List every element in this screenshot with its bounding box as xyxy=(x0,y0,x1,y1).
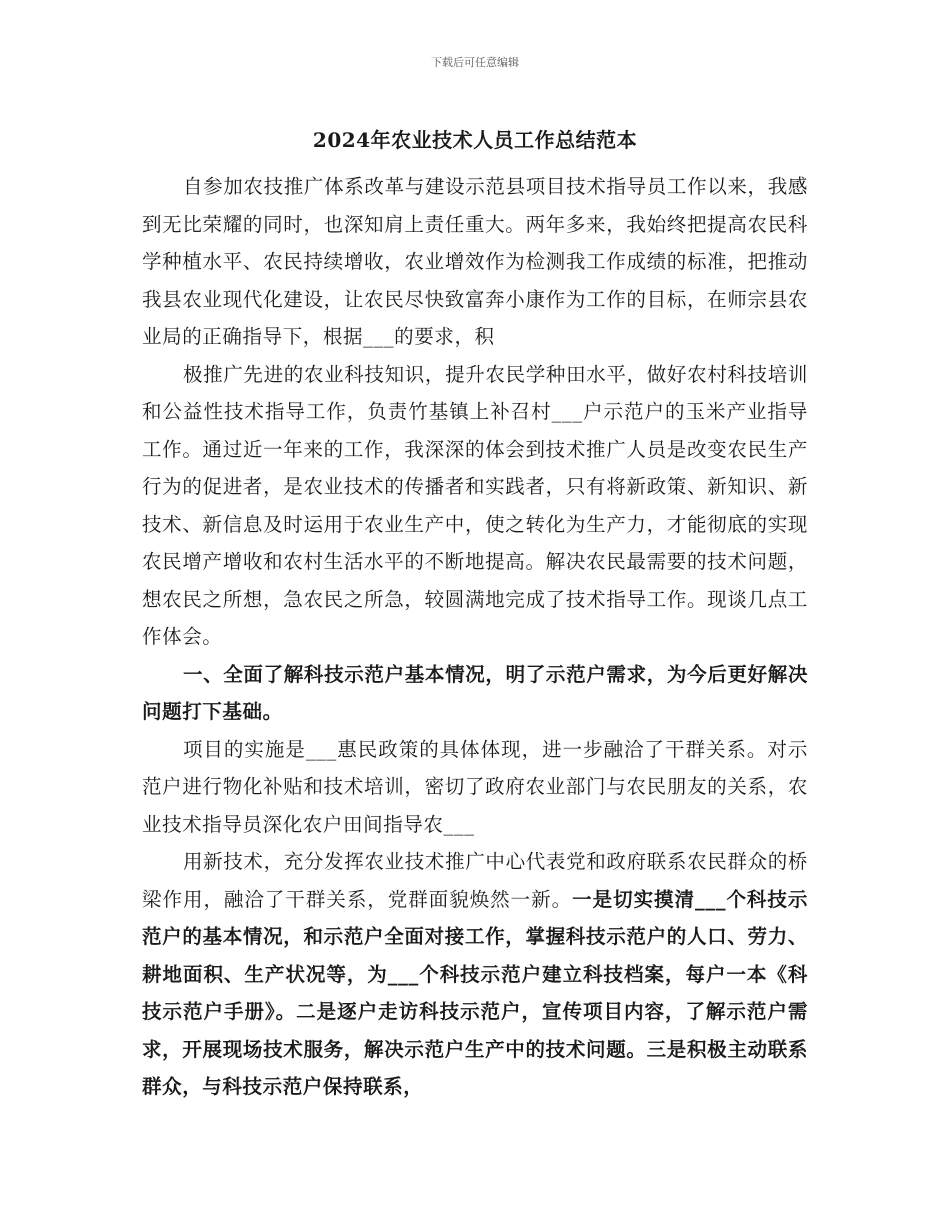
body-paragraph-2: 极推广先进的农业科技知识，提升农民学种田水平，做好农村科技培训和公益性技术指导工作，负责竹基镇上补召村___户示范户的玉米产业指导工作。通过近一年来的工作，我深深的体会到技术推广人员是改变农民生产行为的促进者，是农业技术的传播者和实践者，只有将新政策、新知识、新技术、新信息及时运用于农业生产中，使之转化为生产力，才能彻底的实现农民增产增收和农村生活水平的不断地提高。解决农民最需要的技术问题，想农民之所想，急农民之所急，较圆满地完成了技术指导工作。现谈几点工作体会。 xyxy=(142,362,808,648)
body-paragraph-3: 项目的实施是___惠民政策的具体体现，进一步融洽了干群关系。对示范户进行物化补贴和技术培训，密切了政府农业部门与农民朋友的关系，农业技术指导员深化农户田间指导农___ xyxy=(142,737,808,836)
page-header-note: 下载后可任意编辑 xyxy=(431,56,519,69)
section-heading-1: 一、全面了解科技示范户基本情况，明了示范户需求，为今后更好解决问题打下基础。 xyxy=(142,662,808,723)
document-body xyxy=(142,168,808,1106)
body-paragraph-4 xyxy=(142,843,808,1106)
body-paragraph-4-bold-text: 一是切实摸清___个科技示范户的基本情况，和示范户全面对接工作，掌握科技示范户的人口、劳力、耕地面积、生产状况等，为___个科技示范户建立科技档案，每户一本《科技示范户手册》。二是逐户走访科技示范户，宣传项目内容，了解示范户需求，开展现场技术服务，解决示范户生产中的技术问题。三是积极主动联系群众，与科技示范户保持联系， xyxy=(142,887,808,1098)
document-title: 2024年农业技术人员工作总结范本 xyxy=(312,128,638,152)
body-paragraph-4-text: 用新技术，充分发挥农业技术推广中心代表党和政府联系农民群众的桥梁作用，融洽了干群关系，党群面貌焕然一新。 xyxy=(142,850,808,911)
body-paragraph-1: 自参加农技推广体系改革与建设示范县项目技术指导员工作以来，我感到无比荣耀的同时，也深知肩上责任重大。两年多来，我始终把提高农民科学种植水平、农民持续增收，农业增效作为检测我工作成绩的标准，把推动我县农业现代化建设，让农民尽快致富奔小康作为工作的目标，在师宗县农业局的正确指导下，根据___的要求，积 xyxy=(142,175,808,348)
